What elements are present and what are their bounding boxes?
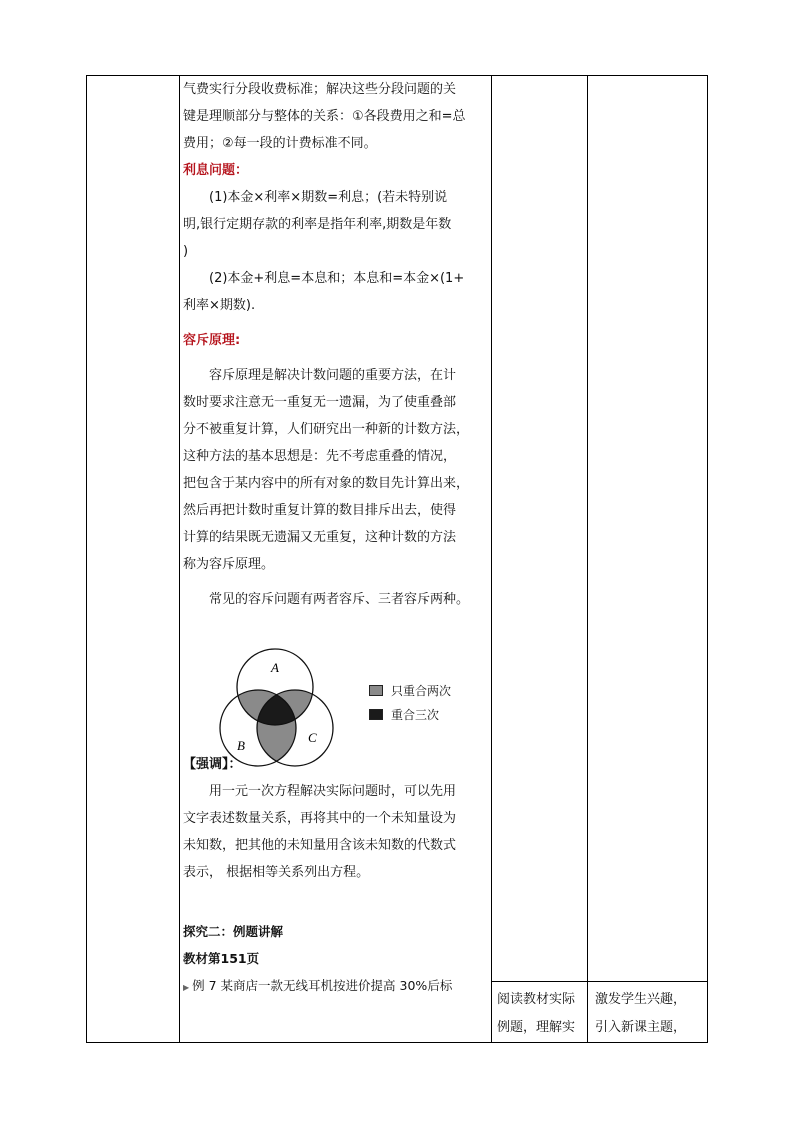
legend-item: 重合三次 <box>369 702 451 726</box>
column-divider <box>179 76 180 1042</box>
label-c: C <box>308 730 317 745</box>
interest-heading: 利息问题： <box>183 163 249 178</box>
text-line: 未知数，把其他的未知量用含该未知数的代数式 <box>183 838 457 853</box>
text-line: (1)本金×利率×期数=利息；(若未特别说 <box>209 190 448 205</box>
explore-heading: 探究二：例题讲解 <box>183 924 284 939</box>
column-divider <box>587 76 588 1042</box>
label-a: A <box>271 660 279 675</box>
text-line: 键是理顺部分与整体的关系：①各段费用之和=总 <box>183 109 466 124</box>
text-line: 表示， 根据相等关系列出方程。 <box>183 865 370 880</box>
textbook-page: 教材第151页 <box>183 951 260 966</box>
text-line: 气费实行分段收费标准；解决这些分段问题的关 <box>183 82 457 97</box>
row-divider <box>491 981 707 982</box>
lesson-table <box>86 75 708 1043</box>
example-text: ▶ 例 7 某商店一款无线耳机按进价提高 30%后标 <box>183 978 453 993</box>
text-line: 计算的结果既无遗漏又无重复，这种计数的方法 <box>183 530 457 545</box>
text-line: 文字表述数量关系，再将其中的一个未知量设为 <box>183 811 457 826</box>
student-activity-cell <box>497 986 575 1042</box>
text-line: 利率×期数). <box>183 298 256 313</box>
label-b: B <box>237 738 245 753</box>
design-intent-cell <box>595 986 686 1042</box>
text-line: 容斥原理是解决计数问题的重要方法，在计 <box>209 368 457 383</box>
inclusion-heading: 容斥原理: <box>183 333 241 348</box>
text-line: 阅读教材实际 <box>497 992 576 1007</box>
swatch-icon <box>369 709 383 720</box>
text-line: 常见的容斥问题有两者容斥、三者容斥两种。 <box>209 592 470 607</box>
text-line: 费用；②每一段的计费标准不同。 <box>183 136 377 151</box>
text-line: (2)本金+利息=本息和；本息和=本金×(1+ <box>209 271 465 286</box>
text-line: 称为容斥原理。 <box>183 557 275 572</box>
text-line: 用一元一次方程解决实际问题时，可以先用 <box>209 784 457 799</box>
text-line: 数时要求注意无一重复无一遗漏，为了使重叠部 <box>183 395 457 410</box>
text-line: 然后再把计数时重复计算的数目排斥出去，使得 <box>183 503 457 518</box>
emphasis-heading: 【强调】： <box>183 757 242 772</box>
triangle-icon: ▶ <box>183 983 190 992</box>
venn-diagram <box>217 642 362 768</box>
content-column <box>183 76 489 1001</box>
text-line: 引入新课主题， <box>595 1020 687 1035</box>
text-line: 激发学生兴趣， <box>595 992 687 1007</box>
text-line: 例题，理解实 <box>497 1020 576 1035</box>
text-line: 把包含于某内容中的所有对象的数目先计算出来， <box>183 476 470 491</box>
text-line: 分不被重复计算，人们研究出一种新的计数方法， <box>183 422 470 437</box>
column-divider <box>491 76 492 1042</box>
venn-legend <box>369 678 451 726</box>
text-line: 这种方法的基本思想是：先不考虑重叠的情况， <box>183 449 457 464</box>
legend-item: 只重合两次 <box>369 678 451 702</box>
text-line: ) <box>183 244 189 259</box>
swatch-icon <box>369 685 383 696</box>
text-line: 明,银行定期存款的利率是指年利率,期数是年数 <box>183 217 452 232</box>
